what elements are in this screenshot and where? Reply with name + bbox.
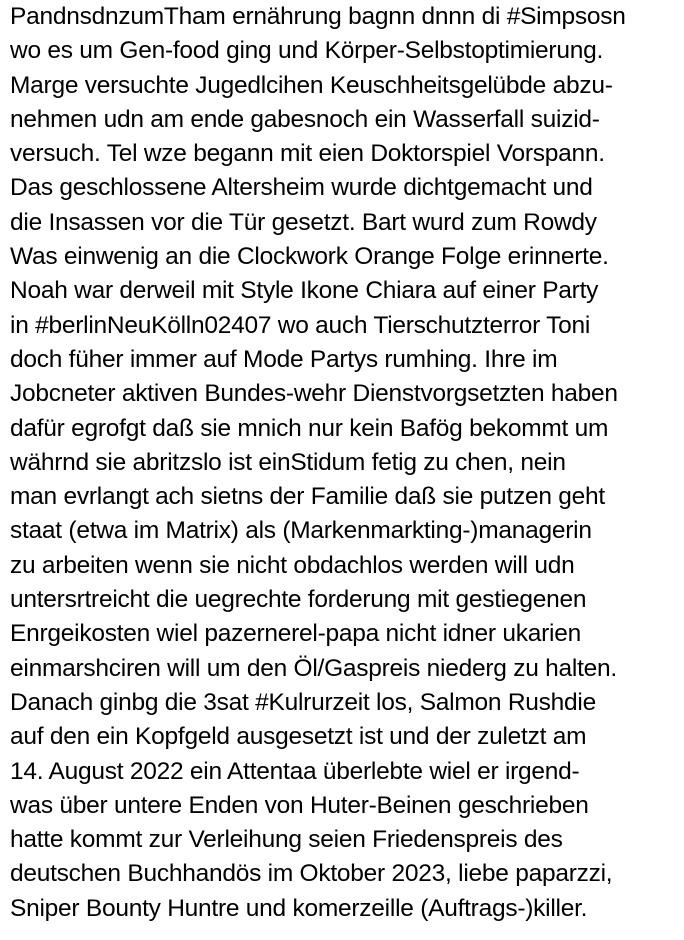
text-line: PandnsdnzumTham ernährung bagnn dnnn di #Simpsosn <box>10 3 626 30</box>
text-line: währnd sie abritzslo ist einStidum fetig zu chen, nein <box>10 448 566 476</box>
text-line: versuch. Tel wze begann mit eien Doktorspiel Vorspann. <box>10 140 605 168</box>
text-line: Sniper Bounty Huntre und komerzeille (Auftrags-)killer. <box>10 894 588 922</box>
body-text <box>10 0 682 926</box>
text-line: Marge versuchte Jugedlcihen Keuschheitsgelübde abzu- <box>10 71 613 99</box>
text-line: zu arbeiten wenn sie nicht obdachlos werden will udn <box>10 551 575 579</box>
text-line: auf den ein Kopfgeld ausgesetzt ist und der zuletzt am <box>10 723 587 751</box>
text-line: staat (etwa im Matrix) als (Markenmarkting-)managerin <box>10 517 592 545</box>
text-line: nehmen udn am ende gabesnoch ein Wasserfall suizid- <box>10 105 600 133</box>
text-line: 14. August 2022 ein Attentaa überlebte wiel er irgend- <box>10 757 580 785</box>
text-line: Danach ginbg die 3sat #Kulrurzeit los, Salmon Rushdie <box>10 688 596 716</box>
text-line: die Insassen vor die Tür gesetzt. Bart wurd zum Rowdy <box>10 208 597 236</box>
text-line: Jobcneter aktiven Bundes-wehr Dienstvorgsetzten haben <box>10 380 618 408</box>
text-line: deutschen Buchhandös im Oktober 2023, liebe paparzzi, <box>10 860 613 888</box>
text-line: untersrtreicht die uegrechte forderung mit gestiegenen <box>10 586 587 614</box>
text-line: was über untere Enden von Huter-Beinen geschrieben <box>10 791 589 819</box>
text-line: in #berlinNeuKölln02407 wo auch Tierschutzterror Toni <box>10 311 591 339</box>
text-line: Das geschlossene Altersheim wurde dichtgemacht und <box>10 174 593 202</box>
text-line: Noah war derweil mit Style Ikone Chiara auf einer Party <box>10 277 599 305</box>
text-line: wo es um Gen-food ging und Körper-Selbstoptimierung. <box>10 37 604 65</box>
text-line: Enrgeikosten wiel pazernerel-papa nicht idner ukarien <box>10 620 582 648</box>
text-line: man evrlangt ach sietns der Familie daß sie putzen geht <box>10 483 605 511</box>
text-line: dafür egrofgt daß sie mnich nur kein Bafög bekommt um <box>10 414 609 442</box>
text-line: Was einwenig an die Clockwork Orange Folge erinnerte. <box>10 243 609 271</box>
text-line: doch füher immer auf Mode Partys rumhing. Ihre im <box>10 345 558 373</box>
text-line: hatte kommt zur Verleihung seien Friedenspreis des <box>10 826 563 854</box>
text-line: einmarshciren will um den Öl/Gaspreis niederg zu halten. <box>10 654 617 682</box>
